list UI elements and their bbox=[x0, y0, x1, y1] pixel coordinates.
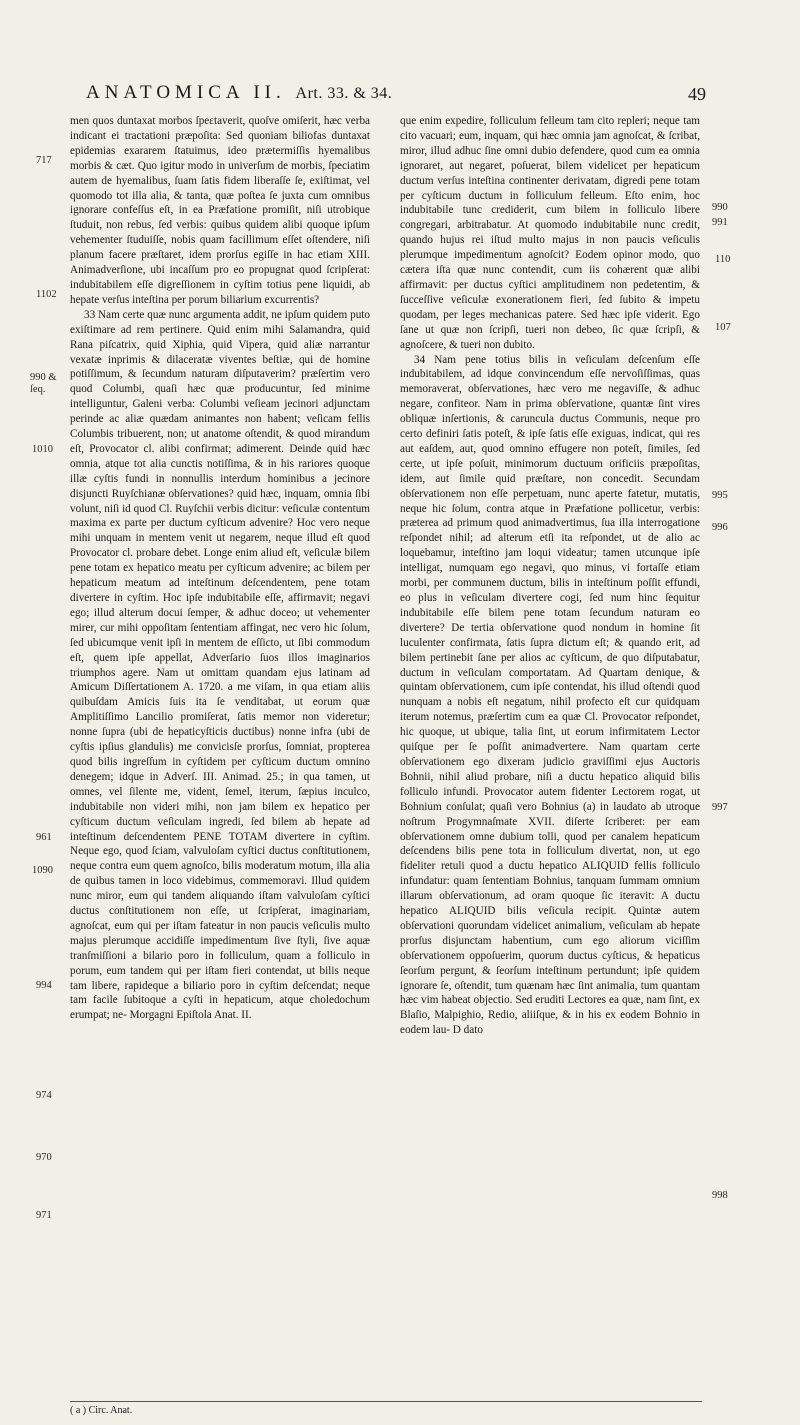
right-margin-number: 991 bbox=[712, 217, 728, 228]
left-margin-number: 1090 bbox=[32, 865, 53, 876]
right-margin-number: 998 bbox=[712, 1190, 728, 1201]
running-head-main: ANATOMICA II. bbox=[86, 82, 286, 103]
left-paragraph-1: men quos duntaxat morbos ſpeɛtaverit, quoſve omiſerit, hæc verba indicant ei tractationi præpoſita: Sed quoniam biliofas duntaxat epidemias exararem ſtatuimus, ideo prætermiſſis hyemalibus morbis & cæt. Quo igitur modo in univerſum de morbis, ſpeciatim autem de hyemalibus, ſuam ſatis fidem liberaſſe ſe, exiſtimat, vel quomodo tot illa alia, & tanta, quæ poſtea ſe juxta cum omnibus ignorare confeſſus eſt, in ea Præfatione promiſit, niſi utrobique ſtuduit, non rebus, ſed verbis: quibus quidem alibi quoque ipſum vehementer ſtuduiſſe, nobis quam facillimum eſſet oſtendere, niſi planum facere præſtaret, idem prorſus egiſſe in hac etiam XIII. Animadverſione, ubi incaſſum pro eo propugnat quod ſcripſerat: indubitabilem eſſe digreſſionem in cyſtim totius pene liquidi, ab hepate verſus inteſtina per porum biliarium excurrentis? bbox=[70, 115, 370, 306]
left-column bbox=[70, 114, 370, 1023]
right-margin-number: 997 bbox=[712, 802, 728, 813]
left-margin-number: 1010 bbox=[32, 444, 53, 455]
left-margin-number: 970 bbox=[36, 1152, 52, 1163]
left-margin-number: 971 bbox=[36, 1210, 52, 1221]
footnote-rule bbox=[70, 1401, 702, 1402]
right-margin-number: 990 bbox=[712, 202, 728, 213]
running-head-sub: Art. 33. & 34. bbox=[295, 85, 393, 102]
right-paragraph-1: que enim expedire, folliculum felleum tam cito repleri; neque tam cito vacuari; eum, inquam, qui hæc omnia jam agnoſcat, & ſcribat, miror, illud adhuc ſine omni dubio defendere, quod cum ea omnia ignoraret, aut negaret, poſuerat, bilem videlicet per hepaticum ductum verſus inteſtina continenter derivatam, digredi pene totam per cyſticum ductum in folliculum felleum. Eſto enim, hoc indubitabile tunc crediderit, cum bilem in folliculo libere congregari, arbitrabatur. At quomodo indubitabile nunc credit, quando hujus rei iſtud multo majus in non paucis veſiculis plerumque impedimentum agnoſcit? Eodem opinor modo, quo cætera iſta quæ nunc contendit, cum iis cohærent quæ alibi affirmavit: per ductus cyſtici amplitudinem non pedetentim, & ſucceſſive veſiculæ exonerationem fieri, ſed ſubito & impetu quodam, per leges mechanicas patere. Sed hæc ipſe viderit. Ego ſane ut quæ non ſcripſi, tueri non debeo, ſic quæ ſcripſi, & agnoſcere, & tueri non dubito. bbox=[400, 115, 700, 351]
right-margin-number: 995 bbox=[712, 490, 728, 501]
footnote: ( a ) Circ. Anat. bbox=[70, 1405, 133, 1416]
page-number: 49 bbox=[688, 84, 706, 104]
left-margin-number: 961 bbox=[36, 832, 52, 843]
left-margin-number: 994 bbox=[36, 980, 52, 991]
right-margin-number: 996 bbox=[712, 522, 728, 533]
right-paragraph-2: 34 Nam pene totius bilis in veſiculam deſcenſum eſſe indubitabilem, ad idque convincendum eſſe nervoſiſſimas, quas memoraverat, obſervationes, hæc vero me negaviſſe, & adhuc negare, confiteor. Nam in prima obſervatione, quantæ ſint vires obliquæ inſertionis, & caruncula ductus Communis, neque pro certo definiri ſatis poteſt, & ipſe ſatis eſſe exiguas, indicat, qui res aut eaſdem, aut, quod omnino effugere non poteſt, ſimiles, ſed certe, ut ipſe poſuit, minimorum ductuum orificiis præpoſitas, idem, aut ſimile quid præſtare, non concedit. Secundam obſervationem non eſſe perpetuam, nunc aperte fatetur, mutatis, neque hic ſolum, contra atque in Præfatione pollicetur, verbis: præterea ad primum quod animadvertimus, ſua illa interrogatione reſpondet nihil; ad alterum etſi ita reſpondet, ut de alio ac loquebamur, inteſtino jam loqui videatur; tamen utcunque ipſe intelligat, numquam ego negavi, quo minus, vi fortaſſe etiam morbi, per communem ductum, bilis in inteſtinum poſſit effundi, eo plus in veſiculam divertere cogi, ſed num hinc ſequitur indubitabile eſſe bilem pene totam ſecundum naturam eo divertere? De tertia obſervatione quod nondum in homine ſit luculenter confirmata, ſatis ſupra dictum eſt; & quando erit, ad bilem pertinebit ſane per alios ac cyſticum, de quo diſputabatur, ductum in veſiculam comportatam. Ad Quartam denique, & quintam obſervationem, cum ipſe contendat, his illud oſtendi quod nunquam a nobis eſt negatum, nihil profecto eſt cur quidquam iterum notemus, præſertim cum ea quæ Cl. Provocator reſpondet, hic quoque, ut ubique, talia ſint, ut eorum infirmitatem Lector quiſque per ſe poſſit animadvertere. Nam quartam certe obſervationem ego dixeram judicio graviſſimi ejus Auctoris Bohnii, nihil aliud probare, niſi a ductu hepatico aliquid bilis folliculo infundi. Provocator autem fidenter Lectorem rogat, ut Bohnium conſulat; quaſi vero Bohnius (a) in laudato ab utroque noſtrum Progymnaſmate XVII. diſerte ſcriberet: per eam obſervationem omne dubium tolli, quod per canalem hepaticum deſcendens bilis pene tota in folliculum divertat, non, ut ego fideliter retuli quod a ductu hepatico ALIQUID fellis folliculo infundatur: quam ſententiam Bohnius, tanquam ſummam omnium illarum obſervationum, ad oram quoque ſic iteravit: A ductu hepatico ALIQUID bilis veſicula recipit. Quintæ autem obſervationi quorundam videlicet animalium, veſiculam ab hepate prorſus disjunctam habentium, cum ego aliorum viciſſim obſervationem oppoſuerim, quorum ductus cyſticus, & hepaticus ſeorſum pergunt, & ſeorſum inteſtinum pertundunt; ipſe quidem ignorare ſe, oſtendit, tum quænam hæc ſint animalia, tum quantam hæc vim habeat objectio. Sed eruditi Lectores ea quæ, nam ſint, ex Blaſio, Malpighio, Redio, aliiſque, & in his ex eodem Bohnio in eodem lau- D dato bbox=[400, 353, 700, 1037]
right-column bbox=[400, 114, 700, 1038]
left-margin-number: 1102 bbox=[36, 289, 57, 300]
running-header bbox=[0, 82, 800, 112]
left-margin-number: 717 bbox=[36, 155, 52, 166]
left-paragraph-2: 33 Nam certe quæ nunc argumenta addit, ne ipſum quidem puto exiſtimare ad rem pertinere. Quid enim mihi Salamandra, quid Rana piſcatrix, quid Xiphia, quid Vipera, quid aliæ narrantur vexatæ inprimis & dilaceratæ viventes beſtiæ, qui de homine potiſſimum, & ſecundum naturam diſputaverim? præſertim vero quod Columbi, quaſi hæc quæ producuntur, ſed minime intelliguntur, Galeni verba: Columbi veſieam jecinori adjunctam perinde ac aliæ quædam animantes non habent; veſicam fellis Columbis tribuerent, non; ut anatome oſtendit, & quod mirandum eſt, Provocator cl. alibi confirmat; adimerent. Deinde quid hæc omnia, atque tot alia cunctis notiſſima, & in his rariores quoque illæ cyſtis fundi in nonnullis interdum hominibus a jecinore disjuncti Ruyſchianæ obſervationes? quid hæc, inquam, omnia ſibi volunt, niſi id quod Cl. Ruyſchii verbis dicitur: veſiculæ contentum maxima ex parte per ductum cyſticum advenire? Hoc vero neque mihi unquam in mentem venit ut negarem, neque illud eſt quod Provocator cl. probare debet. Longe enim aliud eſt, veſiculæ bilem pene totam ex hepatico meatu per cyſticum advenire; ac bilem per hepaticum meatum ad inteſtinum deſcendentem, pene totam divertere in cyſtim. Hoc ipſe indubitabile eſſe, affirmavit; negavi ego; illud alterum docui ſemper, & adhuc doceo; ut vehementer mirer, cur mihi oppoſitam ſententiam affingat, nec vero hic ſolum, ſed ubicumque venit ipſi in mentem de eſſicto, ut ſibi commodum eſt, quem ipſe appellat, Adverſario ſuos illos imaginarios triumphos agere. Nam ut omittam quandam ejus latinam ad Amicum Diſſertationem A. 1720. a me viſam, in qua etiam aliis quibuſdam Amicis ſuis ita ſe venditabat, ut eorum quæ Amplitiſſimo Lancilio promiſerat, ſatis memor non videretur; nonne ſupra (ubi de hepaticyſticis ductibus) nonne infra (ubi de cyſtis ipſius glandulis) me convicisſe prorſus, ſomniat, propterea quod bilis ingreſſum in cyſtidem per cyſticum ductum omnino denegem; idque in Adverſ. III. Animad. 25.; in qua tamen, ut omnes, vel ſilente me, vident, ſemel, iterum, ſæpius inculco, indubitabile non videri mihi, non jam bilem ex hepatico per cyſticum ductum veſiculam ingredi, ſed bilem ab hepate ad inteſtinum deſcendentem PENE TOTAM divertere in cyſtim. Neque ego, quod ſciam, valvuloſam cyſtici ductus conſtitutionem, neque contra eum quem agnoſco, bilis moderatum motum, illa alia de quibus tamen in loco videbimus, commemoravi. Illud quidem nunc miror, eum qui tandem aliquando iſtam valvuloſam cyſtici ductus conſtitutionem non eſſe, ut ſcripſerat, imaginariam, agnoſcat, eum qui per iſtam fateatur in non paucis veſiculis multo majus plerumque accidiſſe impedimentum ſive ſtyli, ſive aquæ tranſmiſſioni a bilario poro in folliculum, quam a folliculo in porum, eum tandem qui per iſtam fieri contendat, ut bilis neque tam libere, rapideque a biliario poro in cyſtim deſcendat; neque tam facile ſubitoque a cyſti in hepaticum, atque choledochum erumpat; ne- Morgagni Epiſtola Anat. II. bbox=[70, 308, 370, 1022]
left-margin-number: 974 bbox=[36, 1090, 52, 1101]
running-head bbox=[86, 82, 392, 104]
right-margin-number: 110 bbox=[715, 254, 731, 265]
right-margin-number: 107 bbox=[715, 322, 731, 333]
left-margin-number: 990 & ſeq. bbox=[30, 372, 57, 395]
